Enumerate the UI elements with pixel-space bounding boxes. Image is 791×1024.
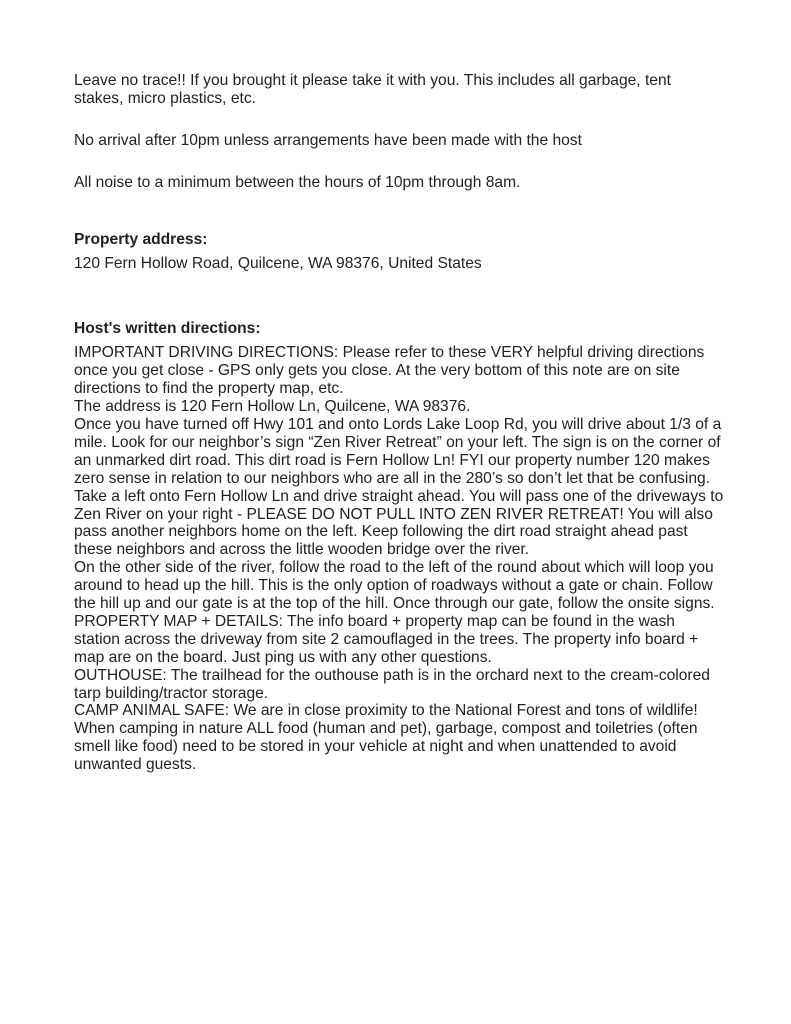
directions-body (74, 344, 724, 774)
property-address: 120 Fern Hollow Road, Quilcene, WA 98376, United States (74, 254, 482, 272)
directions-paragraph: CAMP ANIMAL SAFE: We are in close proximity to the National Forest and tons of wildlife! When camping in nature ALL food (human and pet), garbage, compost and toiletries (often smell like food) need to be stored in your vehicle at night and when unattended to avoid unwanted guests. (74, 702, 698, 774)
rule-noise: All noise to a minimum between the hours of 10pm through 8am. (74, 173, 521, 191)
property-address-heading: Property address: (74, 230, 208, 248)
directions-paragraph: The address is 120 Fern Hollow Ln, Quilcene, WA 98376. (74, 398, 471, 416)
directions-paragraph: Once you have turned off Hwy 101 and onto Lords Lake Loop Rd, you will drive about 1/3 of a mile. Look for our neighbor’s sign “Zen River Retreat” on your left. The sign is on the corner of an unmarked dirt road. This dirt road is Fern Hollow Ln! FYI our property number 120 makes zero sense in relation to our neighbors who are all in the 280’s so don’t let that be confusing. Take a left onto Fern Hollow Ln and drive straight ahead. You will pass one of the driveways to Zen River on your right - PLEASE DO NOT PULL INTO ZEN RIVER RETREAT! You will also pass another neighbors home on the left. Keep following the dirt road straight ahead past these neighbors and across the little wooden bridge over the river. (74, 415, 724, 559)
directions-paragraph: On the other side of the river, follow the road to the left of the round about which will loop you around to head up the hill. This is the only option of roadways without a gate or chain. Follow the hill up and our gate is at the top of the hill. Once through our gate, follow the onsite signs. (74, 559, 715, 613)
directions-paragraph: IMPORTANT DRIVING DIRECTIONS: Please refer to these VERY helpful driving directions once you get close - GPS only gets you close. At the very bottom of this note are on site directions to find the property map, etc. (74, 344, 705, 398)
directions-paragraph: OUTHOUSE: The trailhead for the outhouse path is in the orchard next to the cream-colored tarp building/tractor storage. (74, 666, 710, 702)
directions-paragraph: PROPERTY MAP + DETAILS: The info board + property map can be found in the wash station across the driveway from site 2 camouflaged in the trees. The property info board + map are on the board. Just ping us with any other questions. (74, 612, 699, 666)
document-page (74, 72, 724, 774)
directions-heading: Host's written directions: (74, 320, 261, 338)
rule-leave-no-trace: Leave no trace!! If you brought it please take it with you. This includes all garbage, tent stakes, micro plastics, etc. (74, 72, 671, 107)
rule-arrival: No arrival after 10pm unless arrangements have been made with the host (74, 131, 582, 149)
